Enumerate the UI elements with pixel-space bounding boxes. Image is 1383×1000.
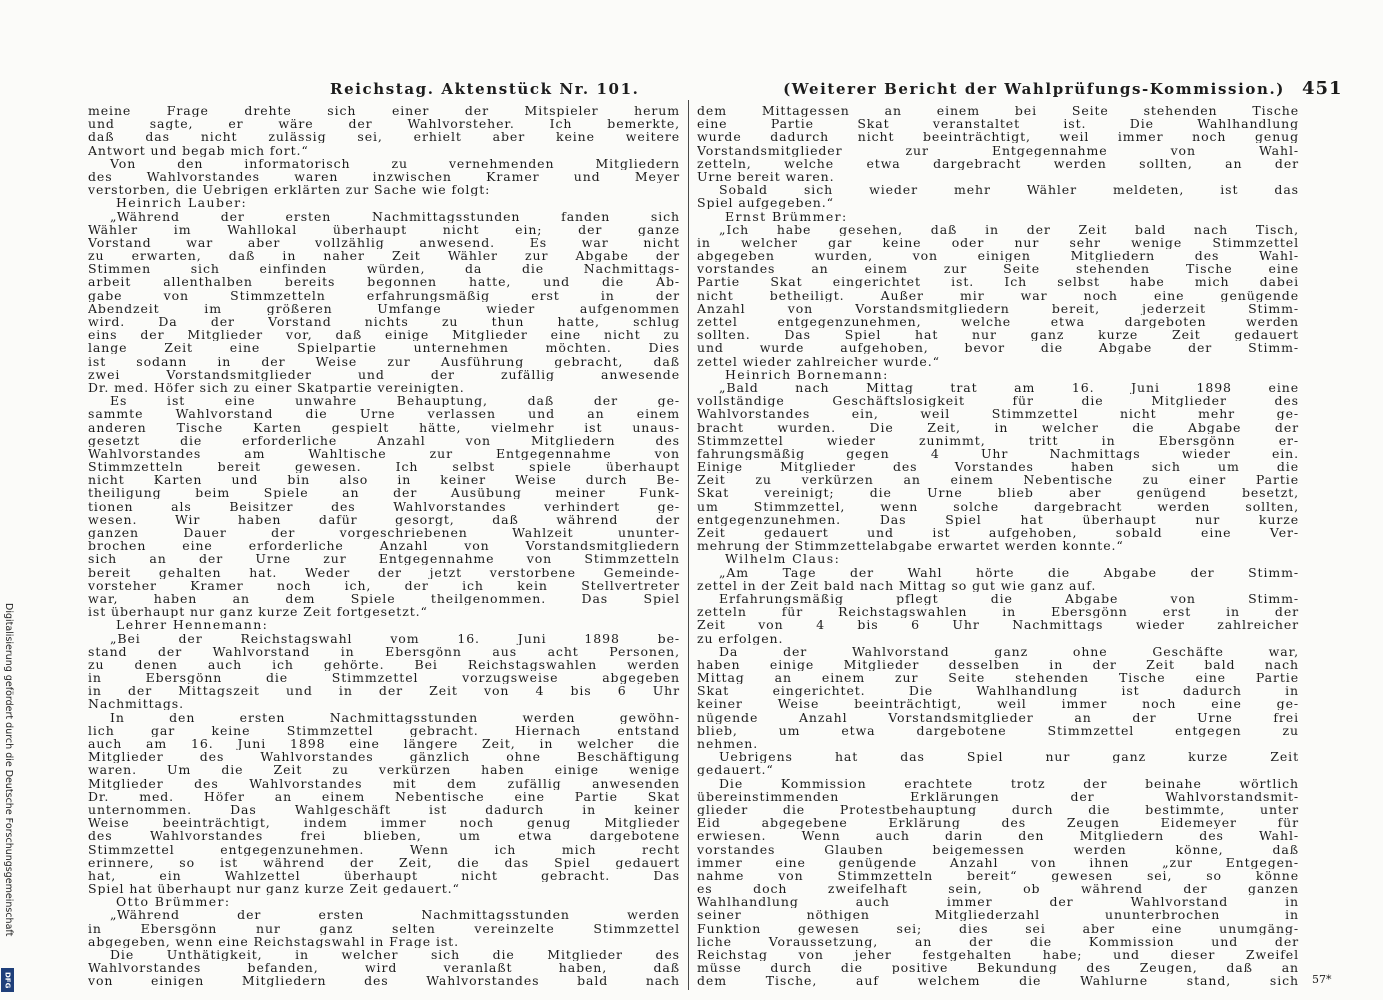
text-line: theiligung beim Spiele an der Ausübung meiner Funk- <box>88 486 680 500</box>
text-line: des Wahlvorstandes frei blieben, um etwa dargebotene <box>88 829 680 843</box>
text-line: Partie Skat eingerichtet ist. Ich selbst habe mich dabei <box>697 275 1299 289</box>
text-line: in welcher gar keine oder nur sehr wenige Stimmzettel <box>697 235 1299 249</box>
text-line: zettel in der Zeit bald nach Mittag so gut wie ganz auf. <box>697 578 1097 592</box>
text-line: „Bei der Reichstagswahl vom 16. Juni 1898 be- <box>110 631 680 645</box>
text-line: es doch zweifelhaft sein, ob während der ganzen <box>697 882 1299 896</box>
text-line: zettel wieder zahlreicher wurde.“ <box>697 354 940 368</box>
speaker-name: Wilhelm Claus: <box>725 552 841 566</box>
text-line: haben einige Mitglieder desselben in der Zeit bald nach <box>697 657 1299 671</box>
text-line: Zeit zu verkürzen an einem Nebentische zu einer Partie <box>697 473 1299 487</box>
text-line: ganzen Dauer der vorgeschriebenen Wahlzeit ununter- <box>88 526 680 539</box>
text-line: Mitglieder des Wahlvorstandes mit dem zufällig anwesenden <box>88 776 680 790</box>
text-line: sich an der Urne zur Entgegennahme von Stimmzetteln <box>88 552 680 566</box>
text-line: in Ebersgönn die Stimmzettel vorzugsweise abgegeben <box>88 671 680 685</box>
text-line: In den ersten Nachmittagsstunden werden gewöhn- <box>110 710 680 724</box>
text-line: Anzahl von Vorstandsmitgliedern bereit, jederzeit Stimm- <box>697 301 1299 315</box>
speaker-name: Heinrich Bornemann: <box>725 367 889 381</box>
text-line: mehrung der Stimmzettelabgabe erwartet werden konnte.“ <box>697 539 1124 553</box>
text-line: ist sodann in der Weise zur Ausführung gebracht, daß <box>88 354 680 368</box>
text-line: des Wahlvorstandes waren inzwischen Kramer und Meyer <box>88 169 680 183</box>
right-column <box>697 104 1299 988</box>
text-line: vorsteher Kramer noch ich, der ich kein Stellvertreter <box>88 578 680 592</box>
text-line: Wahlvorstandes ein, weil Stimmzettel nicht mehr ge- <box>697 407 1299 421</box>
text-line: Stimmzettel entgegenzunehmen. Wenn ich mich recht <box>88 842 680 856</box>
text-line: Weise beeinträchtigt, indem immer noch genug Mitglieder <box>88 816 680 830</box>
running-head-subtitle: (Weiterer Bericht der Wahlprüfungs-Kommission.) <box>783 80 1285 98</box>
text-line: Spiel aufgegeben.“ <box>697 196 834 210</box>
text-line: auch am 16. Juni 1898 eine längere Zeit, in welcher die <box>88 737 680 750</box>
signature-mark: 57* <box>1312 973 1332 986</box>
text-line: anderen Tische Karten gespielt hätte, vielmehr ist unaus- <box>88 420 680 434</box>
text-line: Sobald sich wieder mehr Wähler meldeten, ist das <box>719 183 1299 197</box>
text-line: Antwort und begab mich fort.“ <box>88 143 309 157</box>
text-line: ist überhaupt nur ganz kurze Zeit fortgesetzt.“ <box>88 605 428 619</box>
text-line: tionen als Beisitzer des Wahlvorstandes verhindert ge- <box>88 499 680 513</box>
text-line: in der Mittagszeit und in der Zeit von 4 bis 6 Uhr <box>88 684 680 698</box>
text-line: seiner nöthigen Mitgliederzahl ununterbrochen in <box>697 908 1299 922</box>
text-line: zu denen auch ich gehörte. Bei Reichstagswahlen werden <box>88 657 680 671</box>
text-line: fahrungsmäßig gegen 4 Uhr Nachmittags wieder ein. <box>697 446 1299 460</box>
text-line: bracht wurden. Die Zeit, in welcher die Abgabe der <box>697 420 1299 434</box>
text-line: dem Mittagessen an einem bei Seite stehenden Tische <box>697 104 1299 117</box>
text-line: Spiel hat überhaupt nur ganz kurze Zeit gedauert.“ <box>88 882 460 896</box>
text-line: eine Partie Skat veranstaltet ist. Die Wahlhandlung <box>697 117 1299 131</box>
text-line: nicht betheiligt. Außer mir war noch eine genügende <box>697 288 1299 302</box>
text-line: wesen. Wir haben dafür gesorgt, daß während der <box>88 512 680 526</box>
text-line: Die Kommission erachtete trotz der beinahe wörtlich <box>719 776 1299 790</box>
text-line: glieder die Protestbehauptung durch die bestimmte, unter <box>697 802 1299 816</box>
text-line: und sagte, er wäre der Wahlvorsteher. Ich bemerkte, <box>88 117 680 131</box>
text-line: zetteln, welche etwa dargebracht werden sollten, an der <box>697 156 1299 170</box>
text-line: meine Frage drehte sich einer der Mitspieler herum <box>88 104 680 117</box>
text-line: abgegeben wurden, von einigen Mitgliedern des Wahl- <box>697 249 1299 263</box>
speaker-name: Ernst Brümmer: <box>725 209 848 223</box>
text-line: bereit gehalten hat. Weder der jetzt verstorbene Gemeinde- <box>88 565 680 579</box>
text-line: Skat eingerichtet. Die Wahlhandlung ist dadurch in <box>697 684 1299 698</box>
text-line: wird. Da der Vorstand nichts zu thun hatte, schlug <box>88 315 680 328</box>
text-line: sollten. Das Spiel hat nur ganz kurze Zeit gedauert <box>697 328 1299 342</box>
text-line: Wähler im Wahllokal überhaupt nicht ein; der ganze <box>88 222 680 236</box>
text-line: um Stimmzettel, wenn solche dargebracht werden sollten, <box>697 499 1299 513</box>
speaker-name: Otto Brümmer: <box>116 895 231 909</box>
text-line: entgegenzunehmen. Das Spiel hat überhaupt nur kurze <box>697 512 1299 526</box>
text-line: Von den informatorisch zu vernehmenden Mitgliedern <box>110 156 680 170</box>
text-line: liche Voraussetzung, an der die Kommission und der <box>697 934 1299 948</box>
text-line: zu erfolgen. <box>697 631 784 645</box>
text-line: unternommen. Das Wahlgeschäft ist dadurch in keiner <box>88 802 680 816</box>
text-line: Nachmittags. <box>88 697 184 711</box>
text-line: übereinstimmenden Erklärungen der Wahlvorstandsmit- <box>697 789 1299 803</box>
text-line: und wurde aufgehoben, bevor die Abgabe der Stimm- <box>697 341 1299 355</box>
text-line: sammte Wahlvorstand die Urne verlassen und an einem <box>88 407 680 421</box>
text-line: Mitglieder des Wahlvorstandes gänzlich ohne Beschäftigung <box>88 750 680 764</box>
text-line: zwei Vorstandsmitglieder und der zufällig anwesende <box>88 367 680 381</box>
text-line: „Bald nach Mittag trat am 16. Juni 1898 eine <box>719 380 1299 394</box>
text-line: Dr. med. Höfer sich zu einer Skatpartie vereinigten. <box>88 380 465 394</box>
text-line: zettel entgegenzunehmen, welche etwa dargeboten werden <box>697 315 1299 328</box>
column-rule <box>688 100 689 990</box>
text-line: vollständige Geschäftslosigkeit für die Mitglieder des <box>697 394 1299 408</box>
text-line: gabe von Stimmzetteln erfahrungsmäßig erst in der <box>88 288 680 302</box>
text-line: vorstandes Glauben beigemessen werden könne, daß <box>697 842 1299 856</box>
text-line: abgegeben, wenn eine Reichstagswahl in Frage ist. <box>88 934 459 948</box>
text-line: Da der Wahlvorstand ganz ohne Geschäfte war, <box>719 644 1299 658</box>
text-line: stand der Wahlvorstand in Ebersgönn aus acht Personen, <box>88 644 680 658</box>
text-line: brochen eine erforderliche Anzahl von Vorstandsmitgliedern <box>88 539 680 553</box>
text-line: von einigen Mitgliedern des Wahlvorstandes bald nach <box>88 974 680 988</box>
text-line: nügende Anzahl Vorstandsmitglieder an der Urne frei <box>697 710 1299 724</box>
text-line: zetteln für Reichstagswahlen in Ebersgönn erst in der <box>697 605 1299 619</box>
text-line: Die Unthätigkeit, in welcher sich die Mitglieder des <box>110 948 680 961</box>
text-line: erwiesen. Wenn auch darin den Mitgliedern des Wahl- <box>697 829 1299 843</box>
text-line: „Am Tage der Wahl hörte die Abgabe der Stimm- <box>719 565 1299 579</box>
text-line: Eid abgegebene Erklärung des Zeugen Eidemeyer für <box>697 816 1299 830</box>
text-line: zu erwarten, daß in naher Zeit Wähler zur Abgabe der <box>88 249 680 263</box>
text-line: dem Tische, auf welchem die Wahlurne stand, sich <box>697 974 1299 988</box>
text-line: nehmen. <box>697 737 759 750</box>
text-line: blieb, um etwa dargebotene Stimmzettel entgegen zu <box>697 723 1299 737</box>
text-line: Vorstand war aber vollzählig anwesend. Es war nicht <box>88 235 680 249</box>
text-line: lange Zeit eine Spielpartie unternehmen möchten. Dies <box>88 341 680 355</box>
dfg-logo: DFG <box>1 968 14 992</box>
text-line: Zeit gedauert und ist aufgehoben, sobald eine Ver- <box>697 526 1299 539</box>
text-line: müsse durch die positive Bekundung des Zeugen, daß an <box>697 961 1299 975</box>
text-line: verstorben, die Uebrigen erklärten zur Sache wie folgt: <box>88 183 491 197</box>
text-line: Stimmzettel wieder zunimmt, tritt in Ebersgönn er- <box>697 433 1299 447</box>
page-number: 451 <box>1302 78 1343 99</box>
text-line: „Während der ersten Nachmittagsstunden werden <box>110 908 680 922</box>
text-line: Stimmen sich einfinden würden, da die Nachmittags- <box>88 262 680 276</box>
text-line: daß das nicht zulässig sei, erhielt aber keine weitere <box>88 130 680 144</box>
text-line: nahme von Stimmzetteln bereit“ gewesen sei, so könne <box>697 868 1299 882</box>
text-line: Wahlhandlung auch immer der Wahlvorstand in <box>697 895 1299 909</box>
text-line: gedauert.“ <box>697 763 774 777</box>
text-line: vorstandes an einem zur Seite stehenden Tische eine <box>697 262 1299 276</box>
left-column <box>88 104 680 988</box>
running-head <box>330 80 1285 100</box>
text-line: Einige Mitglieder des Vorstandes haben sich um die <box>697 460 1299 474</box>
digitization-credit: Digitalisierung gefördert durch die Deutsche Forschungsgemeinschaft <box>3 603 14 937</box>
text-line: Reichstag von jeher festgehalten habe; und dieser Zweifel <box>697 948 1299 961</box>
text-line: nicht Karten und bin also in keiner Weise durch Be- <box>88 473 680 487</box>
text-line: Zeit von 4 bis 6 Uhr Nachmittags wieder zahlreicher <box>697 618 1299 632</box>
speaker-name: Lehrer Hennemann: <box>116 618 269 632</box>
text-line: war, haben an dem Spiele theilgenommen. Das Spiel <box>88 591 680 605</box>
text-line: immer eine genügende Anzahl von ihnen „zur Entgegen- <box>697 855 1299 869</box>
text-line: Es ist eine unwahre Behauptung, daß der ge- <box>110 394 680 408</box>
text-line: Vorstandsmitglieder zur Entgegennahme von Wahl- <box>697 143 1299 157</box>
text-line: Funktion gewesen sei; dies sei aber eine unumgäng- <box>697 921 1299 935</box>
text-line: Uebrigens hat das Spiel nur ganz kurze Zeit <box>719 750 1299 764</box>
text-line: arbeit allenthalben bereits begonnen hatte, und die Ab- <box>88 275 680 289</box>
text-line: waren. Um die Zeit zu verkürzen haben einige wenige <box>88 763 680 777</box>
text-line: gesetzt die erforderliche Anzahl von Mitgliedern des <box>88 433 680 447</box>
running-head-title: Reichstag. Aktenstück Nr. 101. <box>330 80 640 98</box>
speaker-name: Heinrich Lauber: <box>116 196 248 210</box>
text-line: Wahlvorstandes am Wahltische zur Entgegennahme von <box>88 446 680 460</box>
text-line: wurde dadurch nicht beeinträchtigt, weil immer noch genug <box>697 130 1299 144</box>
text-line: Erfahrungsmäßig pflegt die Abgabe von Stimm- <box>719 591 1299 605</box>
text-line: keiner Weise beeinträchtigt, weil immer noch eine ge- <box>697 697 1299 711</box>
text-line: in Ebersgönn nur ganz selten vereinzelte Stimmzettel <box>88 921 680 935</box>
text-line: Dr. med. Höfer an einem Nebentische eine Partie Skat <box>88 789 680 803</box>
text-line: Wahlvorstandes befanden, wird veranlaßt haben, daß <box>88 961 680 975</box>
text-line: Abendzeit im größeren Umfange wieder aufgenommen <box>88 301 680 315</box>
text-line: lich gar keine Stimmzettel gebracht. Hiernach entstand <box>88 723 680 737</box>
text-line: „Während der ersten Nachmittagsstunden fanden sich <box>110 209 680 223</box>
text-line: erinnere, so ist während der Zeit, die das Spiel gedauert <box>88 855 680 869</box>
text-line: eins der Mitglieder vor, daß einige Mitglieder eine nicht zu <box>88 328 680 342</box>
text-line: „Ich habe gesehen, daß in der Zeit bald nach Tisch, <box>719 222 1299 236</box>
text-line: Urne bereit waren. <box>697 169 835 183</box>
text-line: Stimmzetteln bereit gewesen. Ich selbst spiele überhaupt <box>88 460 680 474</box>
text-line: Mittag an einem zur Seite stehenden Tische eine Partie <box>697 671 1299 685</box>
text-line: Skat vereinigt; die Urne blieb aber genügend besetzt, <box>697 486 1299 500</box>
text-line: hat, ein Wahlzettel überhaupt nicht gebracht. Das <box>88 868 680 882</box>
